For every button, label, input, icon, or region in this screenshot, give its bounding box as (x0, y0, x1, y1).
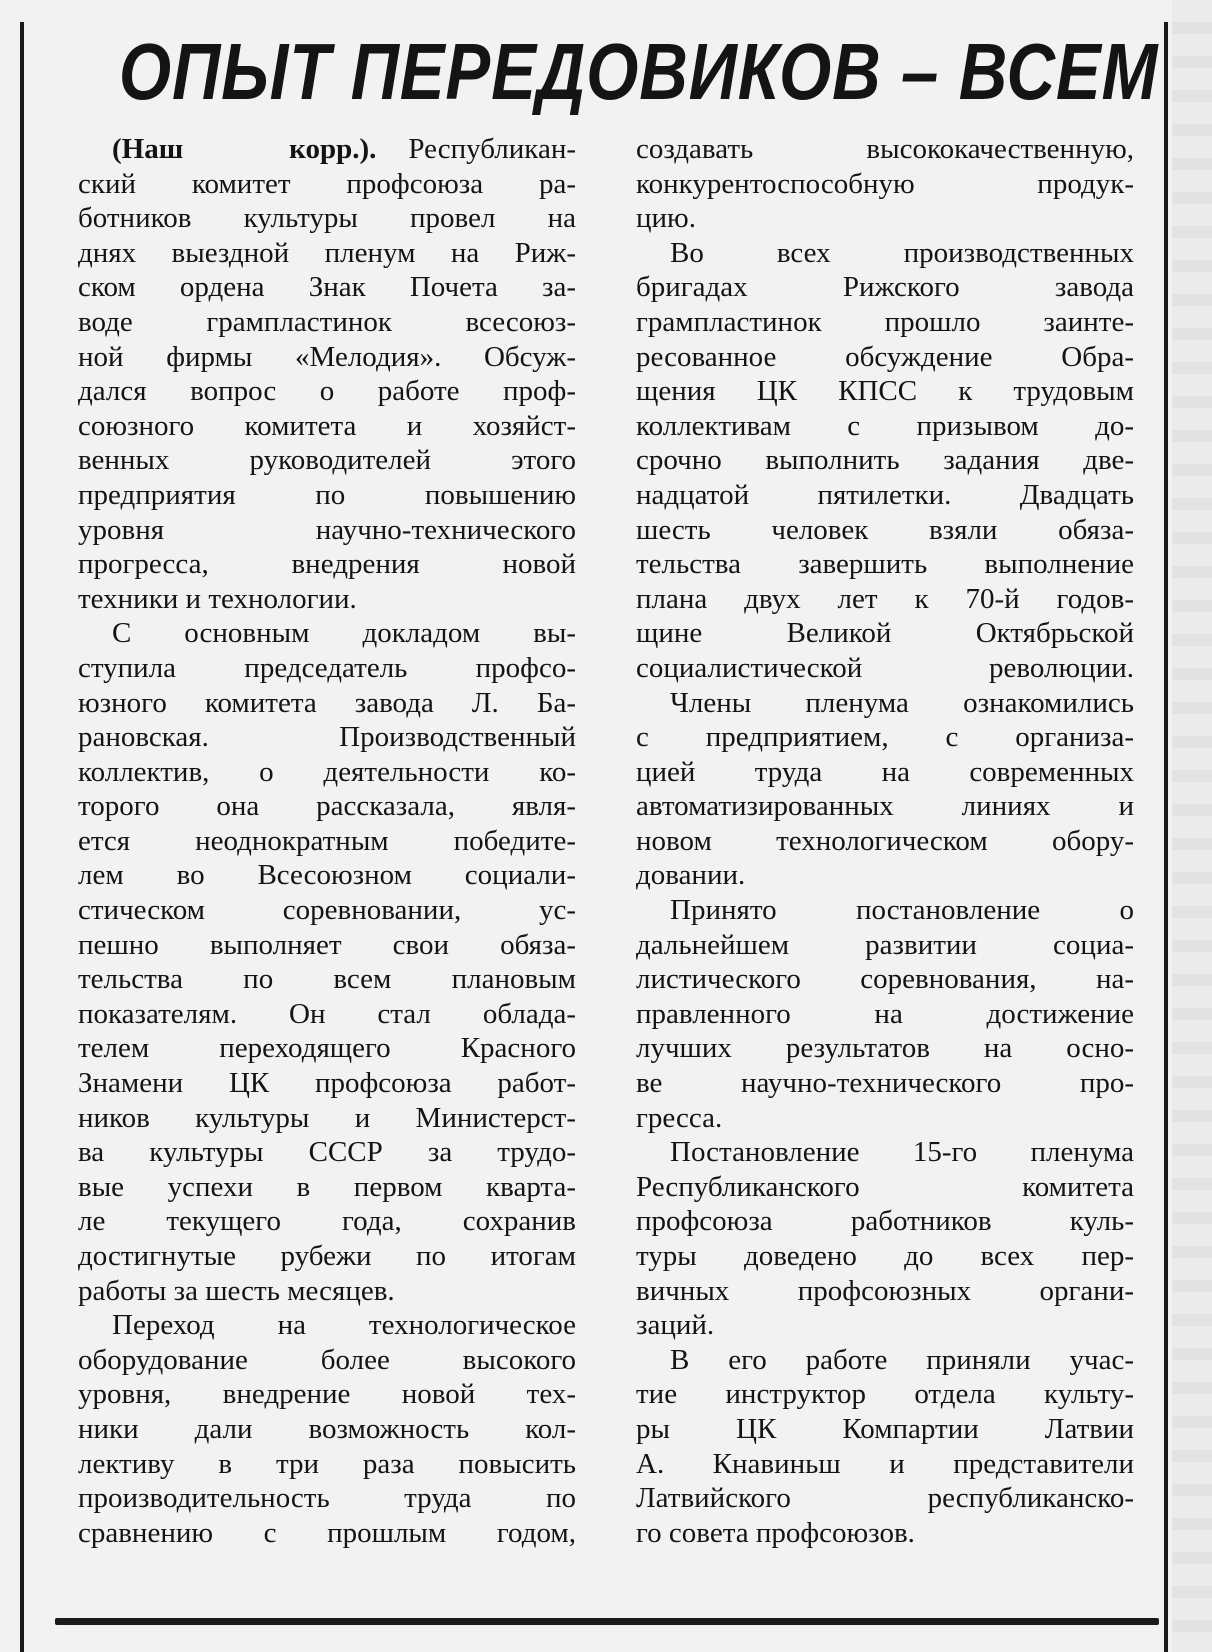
text-line: коллективам с призывом до- (636, 409, 1134, 442)
text-line: туры доведено до всех пер- (636, 1240, 1134, 1272)
text-line: новом технологическом обору- (636, 824, 1134, 857)
text-line: социалистической революции. (636, 651, 1134, 684)
adjacent-column-bleed (1172, 0, 1212, 1652)
text-line: дался вопрос о работе проф- (78, 375, 576, 408)
article-column-right (636, 132, 1134, 1550)
text-line: создавать высококачественную, (636, 133, 1134, 165)
text-line: дальнейшем развитии социа- (636, 928, 1134, 961)
text-line: лем во Всесоюзном социали- (78, 859, 576, 892)
text-line: автоматизированных линиях и (636, 790, 1134, 823)
text-line: плана двух лет к 70-й годов- (636, 582, 1134, 615)
article-bottom-rule (55, 1618, 1159, 1625)
text-line: телем переходящего Красного (78, 1032, 576, 1065)
text-line: воде грампластинок всесоюз- (78, 305, 576, 338)
text-line-content: Республикан- (408, 133, 576, 165)
text-line: тельства по всем плановым (78, 963, 576, 996)
text-line: уровня научно-технического (78, 513, 576, 546)
text-line: юзного комитета завода Л. Ба- (78, 686, 576, 719)
text-line: ве научно-технического про- (636, 1067, 1134, 1100)
text-line: Латвийского республиканско- (636, 1482, 1134, 1515)
text-line: Принято постановление о (670, 894, 1134, 927)
text-line: ботников культуры провел на (78, 202, 576, 235)
text-line: го совета профсоюзов. (636, 1516, 915, 1549)
text-line: цией труда на современных (636, 755, 1134, 788)
text-line: Постановление 15-го пленума (670, 1136, 1134, 1169)
text-line: надцатой пятилетки. Двадцать (636, 478, 1134, 511)
text-line: ной фирмы «Мелодия». Обсуж- (78, 340, 576, 373)
text-line: техники и технологии. (78, 582, 357, 615)
text-line: торого она рассказала, явля- (78, 790, 576, 823)
text-line: сравнению с прошлым годом, (78, 1516, 576, 1549)
text-line: Знамени ЦК профсоюза работ- (78, 1067, 576, 1100)
text-line: ступила председатель профсо- (78, 651, 576, 684)
text-line: А. Кнавиньш и представители (636, 1447, 1134, 1480)
byline: (Наш корр.). (112, 133, 377, 165)
text-line (78, 132, 576, 167)
text-line: правленного на достижение (636, 997, 1134, 1030)
text-line: Республиканского комитета (636, 1170, 1134, 1203)
text-line: бригадах Рижского завода (636, 271, 1134, 304)
text-line: прогресса, внедрения новой (78, 548, 576, 581)
text-line: заций. (636, 1309, 715, 1342)
text-line: пешно выполняет свои обяза- (78, 928, 576, 961)
text-line: профсоюза работников куль- (636, 1205, 1134, 1238)
text-line: тие инструктор отдела культу- (636, 1378, 1134, 1411)
text-line: стическом соревновании, ус- (78, 894, 576, 927)
text-line: листического соревнования, на- (636, 963, 1134, 996)
text-line: С основным докладом вы- (112, 617, 576, 650)
text-line: с предприятием, с организа- (636, 721, 1134, 754)
text-line: лучших результатов на осно- (636, 1032, 1134, 1065)
text-line: уровня, внедрение новой тех- (78, 1378, 576, 1411)
text-line: лективу в три раза повысить (78, 1447, 576, 1480)
article-column-left (78, 132, 576, 1550)
text-line: гресса. (636, 1101, 723, 1134)
article-frame-right-rule (1164, 22, 1168, 1652)
text-line: днях выездной пленум на Риж- (78, 236, 576, 269)
text-line: рановская. Производственный (78, 721, 576, 754)
article-frame-left-rule (20, 22, 24, 1652)
text-line: ники дали возможность кол- (78, 1412, 576, 1445)
text-line: вичных профсоюзных органи- (636, 1274, 1134, 1307)
text-line: ется неоднократным победите- (78, 824, 576, 857)
text-line: цию. (636, 202, 696, 235)
article-headline: ОПЫТ ПЕРЕДОВИКОВ – ВСЕМ (118, 27, 1159, 116)
text-line: грампластинок прошло заинте- (636, 305, 1134, 338)
text-line: ва культуры СССР за трудо- (78, 1136, 576, 1169)
text-line: ры ЦК Компартии Латвии (636, 1412, 1134, 1445)
text-line: тельства завершить выполнение (636, 548, 1134, 581)
text-line: вые успехи в первом кварта- (78, 1170, 576, 1203)
text-line: ском ордена Знак Почета за- (78, 271, 576, 304)
text-line: довании. (636, 859, 746, 892)
text-line: коллектив, о деятельности ко- (78, 755, 576, 788)
text-line: шесть человек взяли обяза- (636, 513, 1134, 546)
text-line: срочно выполнить задания две- (636, 444, 1134, 477)
text-line: щения ЦК КПСС к трудовым (636, 375, 1134, 408)
text-line: оборудование более высокого (78, 1343, 576, 1376)
text-line: работы за шесть месяцев. (78, 1274, 395, 1307)
text-line: В его работе приняли учас- (670, 1343, 1134, 1376)
text-line: ников культуры и Министерст- (78, 1101, 576, 1134)
text-line: ский комитет профсоюза ра- (78, 167, 576, 200)
text-line: ресованное обсуждение Обра- (636, 340, 1134, 373)
text-line: Члены пленума ознакомились (670, 686, 1134, 719)
text-line: Переход на технологическое (112, 1309, 576, 1342)
text-line: венных руководителей этого (78, 444, 576, 477)
text-line: предприятия по повышению (78, 478, 576, 511)
text-line: ле текущего года, сохранив (78, 1205, 576, 1238)
text-line: союзного комитета и хозяйст- (78, 409, 576, 442)
text-line: конкурентоспособную продук- (636, 167, 1134, 200)
text-line: Во всех производственных (670, 236, 1134, 269)
text-line: производительность труда по (78, 1482, 576, 1515)
text-line: показателям. Он стал облада- (78, 997, 576, 1030)
text-line: достигнутые рубежи по итогам (78, 1240, 576, 1272)
text-line: щине Великой Октябрьской (636, 617, 1134, 650)
